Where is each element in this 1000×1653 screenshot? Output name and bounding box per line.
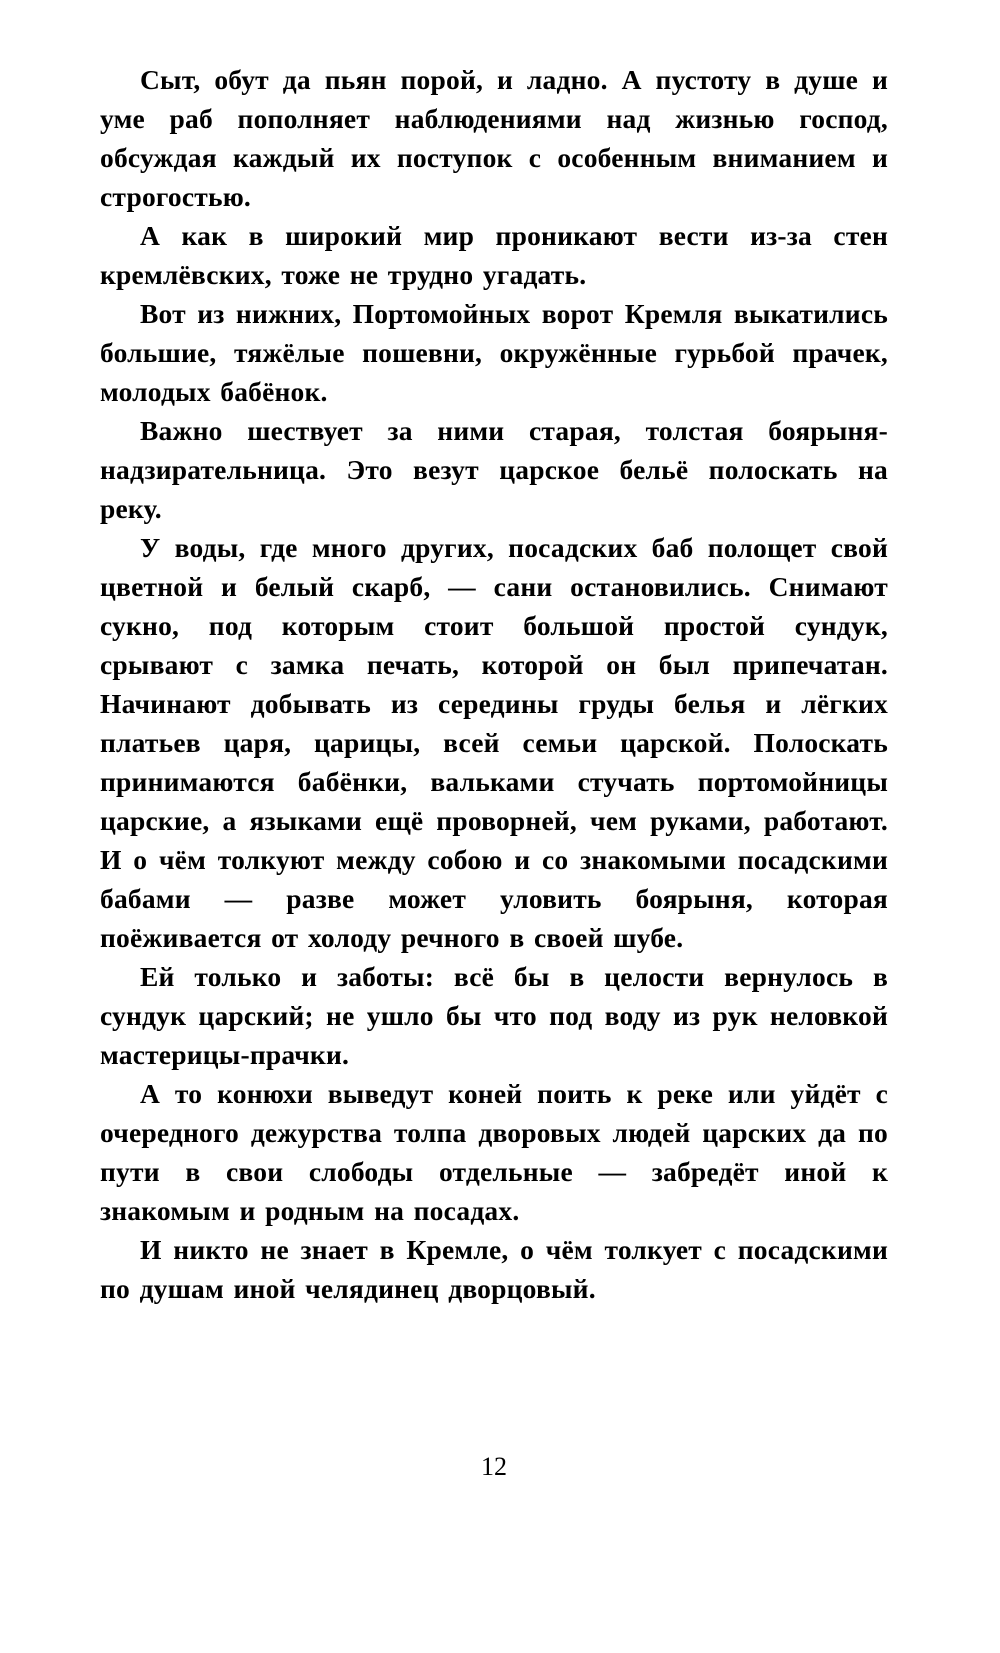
paragraph: А как в широкий мир проникают вести из-за стен кремлёвских, тоже не трудно угадать. <box>100 220 888 290</box>
paragraph: Сыт, обут да пьян порой, и ладно. А пустоту в душе и уме раб пополняет наблюдениями над жизнью господ, обсуждая каждый их поступок с особенным вниманием и строгостью. <box>100 64 888 212</box>
paragraph: Ей только и заботы: всё бы в целости вернулось в сундук царский; не ушло бы что под воду из рук неловкой мастерицы-прачки. <box>100 961 888 1070</box>
paragraph: Вот из нижних, Портомойных ворот Кремля выкатились большие, тяжёлые пошевни, окружённые гурьбой прачек, молодых бабёнок. <box>100 298 888 407</box>
page-text <box>100 60 888 1308</box>
paragraph: У воды, где много других, посадских баб полощет свой цветной и белый скарб, — сани остановились. Снимают сукно, под которым стоит большой простой сундук, срывают с замка печать, которой он был припечатан. Начинают добывать из середины груды белья и лёгких платьев царя, царицы, всей семьи царской. Полоскать принимаются бабёнки, вальками стучать портомойницы царские, а языками ещё проворней, чем руками, работают. И о чём толкуют между собою и со знакомыми посадскими бабами — разве может уловить боярыня, которая поёживается от холоду речного в своей шубе. <box>100 532 888 953</box>
paragraph: Важно шествует за ними старая, толстая боярыня-надзирательница. Это везут царское бельё полоскать на реку. <box>100 415 888 524</box>
paragraph: А то конюхи выведут коней поить к реке или уйдёт с очередного дежурства толпа дворовых людей царских да по пути в свои слободы отдельные — забредёт иной к знакомым и родным на посадах. <box>100 1078 888 1226</box>
page-number: 12 <box>481 1452 507 1481</box>
paragraph: И никто не знает в Кремле, о чём толкует с посадскими по душам иной челядинец дворцовый. <box>100 1234 888 1304</box>
